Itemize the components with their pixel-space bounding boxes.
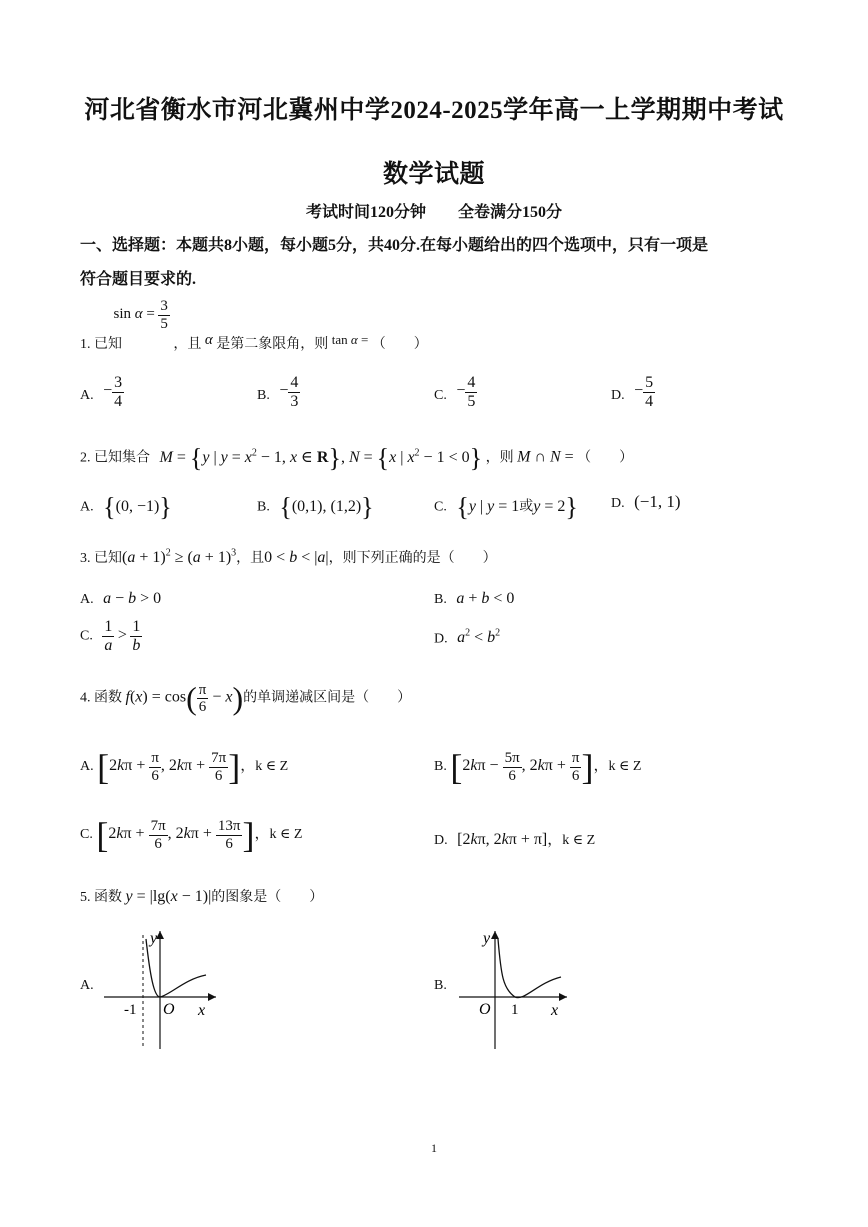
question-4: 4. 函数 f(x) = cos( $\frac{\pi}{6}$ − x)的单调递减区间是（ ） xyxy=(80,680,412,716)
q2-option-a: A. {(0, −1)} xyxy=(80,492,172,521)
q2-or: 或 xyxy=(519,499,534,515)
option-label: D. xyxy=(434,833,448,848)
y-label: y xyxy=(483,930,491,947)
curve xyxy=(498,939,561,998)
q2-intersection: M ∩ N = xyxy=(517,448,574,466)
page-title: 河北省衡水市河北冀州中学2024-2025学年高一上学期期中考试 xyxy=(84,97,784,124)
q2-prefix: 2. 已知集合 xyxy=(80,450,150,466)
option-label: A. xyxy=(80,592,94,607)
x-label: x xyxy=(551,1002,559,1019)
option-label: C. xyxy=(80,628,93,644)
x-axis-arrow xyxy=(208,993,216,1001)
x-axis-arrow xyxy=(559,993,567,1001)
q3-option-c: C. $\frac{1}{a}$ > $\frac{1}{b}$ xyxy=(80,618,141,654)
x-label: x xyxy=(198,1002,206,1019)
option-label: D. xyxy=(611,496,625,511)
k-condition: k ∈ Z xyxy=(562,833,596,848)
q1-suffix: （ ） xyxy=(371,337,428,353)
section-heading-line1: 一、选择题：本题共8小题，每小题5分，共40分.在每小题给出的四个选项中，只有一项是 xyxy=(80,237,709,254)
q4-prefix: 4. 函数 xyxy=(80,690,122,706)
option-label: A. xyxy=(80,759,94,775)
q1-mid2: 是第二象限角，则 xyxy=(216,337,329,353)
k-condition: k ∈ Z xyxy=(255,759,289,775)
k-condition: k ∈ Z xyxy=(608,759,642,775)
option-label: C. xyxy=(434,388,447,404)
q5-graph-b xyxy=(455,925,585,1055)
question-3: 3. 已知$(a + 1)^2 \ge (a + 1)^3$，且0 < b < |a|，则下列正确的是（ ） xyxy=(80,547,497,566)
y-label: y xyxy=(150,930,158,947)
q2-option-c: C. {y | y = 1或y = 2} xyxy=(434,492,578,521)
option-label: C. xyxy=(80,827,93,843)
q5-prefix: 5. 函数 xyxy=(80,890,122,905)
option-label: C. xyxy=(434,499,447,515)
q1-sin-eq: sin α = $\frac{3}{5}$ xyxy=(113,298,168,332)
q1-option-b: B. − $\frac{4}{3}$ xyxy=(257,374,299,410)
q2-blank: （ ） xyxy=(577,450,634,466)
one-label: 1 xyxy=(511,1002,519,1018)
q1-option-c: C. − $\frac{4}{5}$ xyxy=(434,374,476,410)
q4-suffix: 的单调递减区间是（ ） xyxy=(243,690,412,706)
alpha-symbol: α xyxy=(204,332,213,349)
q3-option-a: A. a − b > 0 xyxy=(80,590,162,607)
q3-prefix: 3. 已知 xyxy=(80,551,122,566)
q4-option-c: C. [2kπ + $\frac{7\pi}{6}$ , 2kπ + $\frac{13\pi}{6}$ ]，k ∈ Z xyxy=(80,815,303,855)
q5-suffix: 的图象是（ ） xyxy=(211,890,324,905)
question-5: 5. 函数 y = |lg(x − 1)|的图象是（ ） xyxy=(80,888,324,905)
question-1 xyxy=(80,298,440,353)
q1-option-d: D. − $\frac{5}{4}$ xyxy=(611,374,654,410)
q2-suffix: ，则 xyxy=(485,450,514,466)
q2-sets: M = {y | $y = x^2 - 1$, x ∈ R}, N = {x | $x^2 - 1 < 0$} xyxy=(159,443,483,472)
option-label: B. xyxy=(257,388,270,404)
q2-option-d: D. (−1, 1) xyxy=(611,492,681,511)
option-label: B. xyxy=(434,759,447,775)
q1-prefix: 1. 已知 xyxy=(80,337,122,353)
page-subtitle: 数学试题 xyxy=(382,161,485,188)
exam-info: 考试时间120分钟 全卷满分150分 xyxy=(305,204,562,221)
k-condition: k ∈ Z xyxy=(269,827,303,843)
option-label: D. xyxy=(434,631,448,647)
q4-option-b: B. [2kπ − $\frac{5\pi}{6}$ , 2kπ + $\frac{\pi}{6}$ ]，k ∈ Z xyxy=(434,747,642,787)
q4-option-d: D. [2kπ, 2kπ + π]，k ∈ Z xyxy=(434,831,596,848)
q5-option-b-label: B. xyxy=(434,978,447,993)
q3-option-b: B. a + b < 0 xyxy=(434,590,515,607)
q4-option-a: A. [2kπ + $\frac{\pi}{6}$ , 2kπ + $\frac{7\pi}{6}$ ]，k ∈ Z xyxy=(80,747,289,787)
q3-option-d: D. $a^2 < b^2$ xyxy=(434,628,501,647)
y-axis-arrow xyxy=(491,931,499,939)
question-2 xyxy=(80,443,633,473)
q3-mid: ，且 xyxy=(236,551,265,566)
q5-option-a-label: A. xyxy=(80,978,94,993)
neg-one-label: -1 xyxy=(124,1002,137,1018)
origin-label: O xyxy=(479,1001,491,1018)
option-label: B. xyxy=(257,499,270,515)
curve xyxy=(146,939,206,997)
option-label: D. xyxy=(611,388,625,404)
option-label: A. xyxy=(80,388,94,404)
q1-option-a: A. − $\frac{3}{4}$ xyxy=(80,374,123,410)
q1-tan: tan α = xyxy=(331,332,369,348)
origin-label: O xyxy=(163,1001,175,1018)
q1-mid: ，且 xyxy=(173,337,202,353)
page-number: 1 xyxy=(431,1141,437,1155)
section-heading-line2: 符合题目要求的. xyxy=(80,271,197,288)
option-label: B. xyxy=(434,592,447,607)
q5-graph-a xyxy=(100,925,230,1055)
q2-option-b: B. {(0,1), (1,2)} xyxy=(257,492,374,521)
y-axis-arrow xyxy=(156,931,164,939)
option-label: A. xyxy=(80,499,94,515)
q3-suffix: ，则下列正确的是（ ） xyxy=(328,551,497,566)
